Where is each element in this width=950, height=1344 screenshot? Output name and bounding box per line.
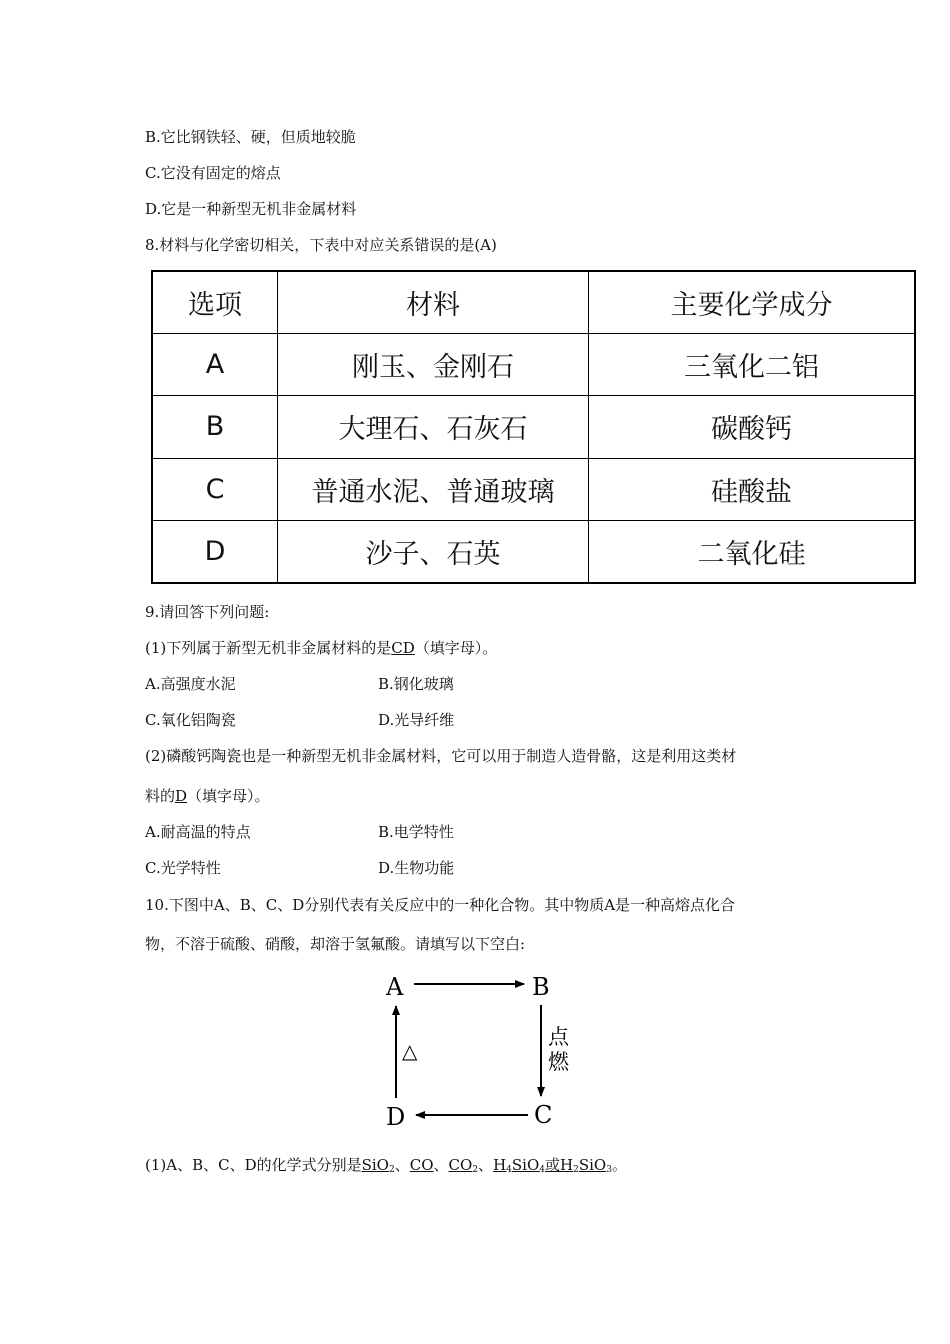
question-9-1	[145, 638, 497, 658]
formula-text: SiO	[361, 1156, 389, 1174]
table-row	[152, 521, 915, 583]
option-a: A.耐高温的特点	[145, 823, 251, 841]
table-header: 主要化学成分	[589, 271, 916, 333]
answer-b: CO	[409, 1156, 434, 1174]
formula-text: SiO	[578, 1156, 607, 1174]
table-header-row	[152, 271, 915, 333]
question-text: （填字母）。	[414, 639, 498, 657]
question-10-line2: 物，不溶于硫酸、硝酸，却溶于氢氟酸。请填写以下空白:	[145, 935, 526, 953]
question-10-1	[145, 1155, 627, 1180]
question-text: 料的	[145, 787, 176, 805]
table-header: 选项	[152, 271, 278, 333]
separator: 、	[394, 1156, 410, 1174]
table-cell: 普通水泥、普通玻璃	[278, 458, 589, 520]
option-d: D.生物功能	[378, 859, 455, 877]
node-a: A	[386, 973, 404, 1001]
question-9-2-line2	[145, 786, 270, 806]
reaction-diagram	[378, 968, 598, 1138]
question-text: （填字母）。	[187, 787, 270, 805]
table-cell: 碳酸钙	[589, 396, 916, 458]
table-cell: A	[152, 333, 278, 395]
table-header: 材料	[278, 271, 589, 333]
subscript: 2	[573, 1165, 579, 1175]
condition-ignite-2: 燃	[548, 1050, 569, 1074]
table-cell: B	[152, 396, 278, 458]
condition-ignite-1: 点	[548, 1025, 569, 1049]
formula-text: H	[493, 1156, 507, 1174]
answer-blank: D	[175, 787, 188, 805]
option-c-line: C.它没有固定的熔点	[145, 164, 281, 182]
question-10-line1: 10.下图中A、B、C、D分别代表有关反应中的一种化合物。其中物质A是一种高熔点化合	[145, 896, 736, 914]
table-cell: 三氧化二铝	[589, 333, 916, 395]
answer-a	[362, 1156, 395, 1174]
option-d-line: D.它是一种新型无机非金属材料	[145, 200, 357, 218]
table-cell: 沙子、石英	[278, 521, 589, 583]
table-cell: C	[152, 458, 278, 520]
table-cell: 硅酸盐	[589, 458, 916, 520]
question-text: (1)下列属于新型无机非金属材料的是	[145, 639, 392, 657]
separator: 、	[433, 1156, 449, 1174]
table-row	[152, 396, 915, 458]
formula-text: CO	[448, 1156, 473, 1174]
option-d: D.光导纤维	[378, 711, 455, 729]
subscript: 2	[388, 1165, 395, 1175]
question-9: 9.请回答下列问题:	[145, 603, 270, 621]
table-cell: 刚玉、金刚石	[278, 333, 589, 395]
option-c: C.光学特性	[145, 859, 221, 877]
subscript: 4	[506, 1165, 512, 1175]
table-cell: 大理石、石灰石	[278, 396, 589, 458]
formula-text: H	[560, 1156, 574, 1174]
option-a: A.高强度水泥	[145, 675, 236, 693]
or-text: 或	[545, 1156, 561, 1174]
option-b: B.电学特性	[378, 823, 454, 841]
table-row	[152, 333, 915, 395]
materials-table	[151, 270, 916, 584]
period: 。	[611, 1156, 627, 1174]
formula-text: SiO	[511, 1156, 540, 1174]
answer-blank: CD	[391, 639, 415, 657]
table-cell: D	[152, 521, 278, 583]
subscript: 4	[539, 1165, 545, 1175]
subscript: 2	[472, 1165, 479, 1175]
table-row	[152, 458, 915, 520]
answer-d	[493, 1156, 612, 1174]
option-c: C.氧化铝陶瓷	[145, 711, 236, 729]
table-cell: 二氧化硅	[589, 521, 916, 583]
separator: 、	[478, 1156, 494, 1174]
subscript: 3	[606, 1165, 612, 1175]
answer-c	[449, 1156, 479, 1174]
node-b: B	[532, 973, 550, 1001]
condition-heat: △	[402, 1039, 418, 1063]
node-c: C	[534, 1101, 553, 1129]
option-b: B.钢化玻璃	[378, 675, 454, 693]
node-d: D	[386, 1103, 406, 1131]
question-text: (1)A、B、C、D的化学式分别是	[145, 1156, 362, 1174]
question-8: 8.材料与化学密切相关，下表中对应关系错误的是(A)	[145, 236, 497, 254]
question-9-2-line1: (2)磷酸钙陶瓷也是一种新型无机非金属材料，它可以用于制造人造骨骼，这是利用这类材	[145, 747, 737, 765]
option-b-line: B.它比钢铁轻、硬，但质地较脆	[145, 128, 356, 146]
